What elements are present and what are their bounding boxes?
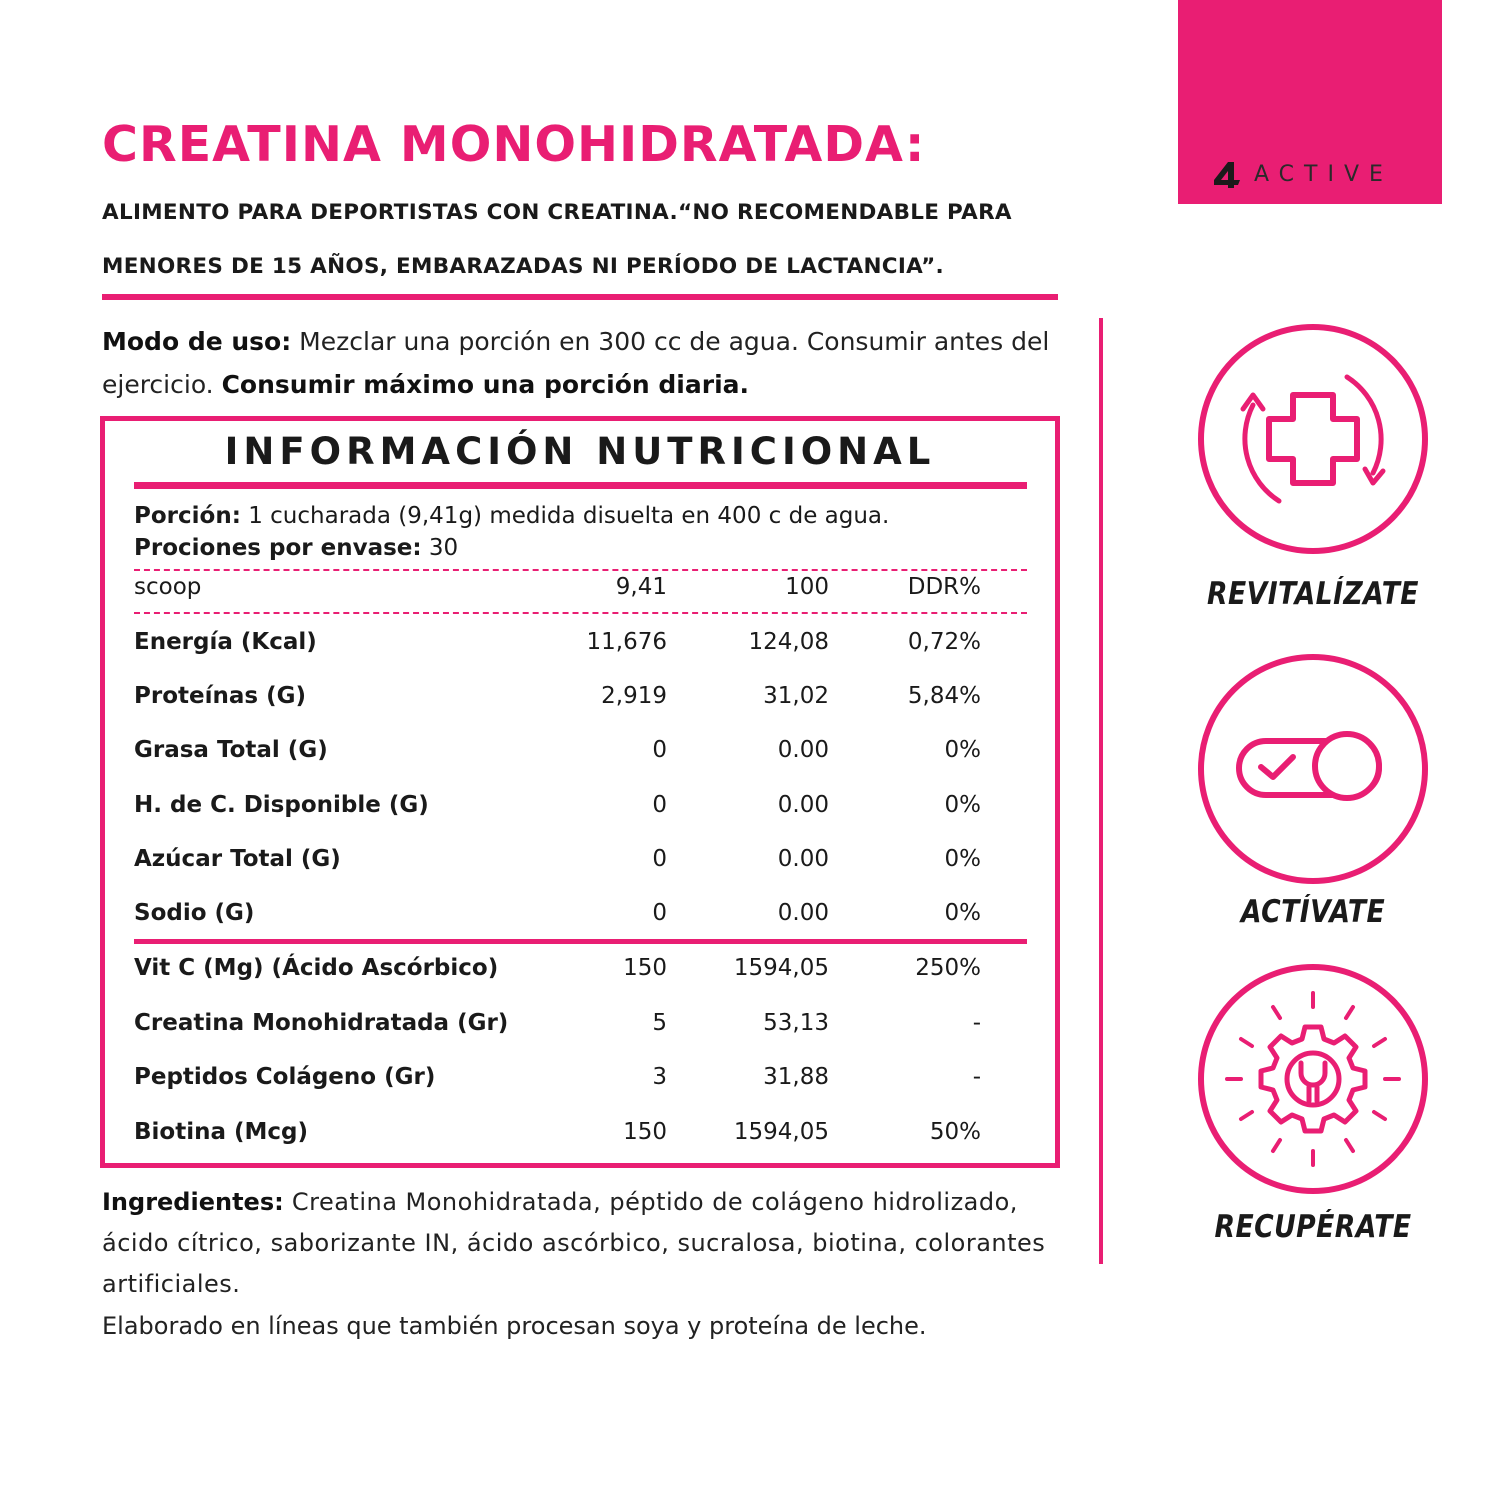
column-header-100: 100 — [785, 574, 829, 600]
table-header-row — [134, 567, 1027, 607]
row-label: Grasa Total (G) — [134, 737, 328, 763]
row-label: Sodio (G) — [134, 900, 255, 926]
row-value-ddr: 0% — [944, 792, 981, 818]
divider — [102, 294, 1058, 300]
usage-text — [102, 320, 1072, 406]
row-value-100: 0.00 — [777, 900, 829, 926]
usage-emphasis: Consumir máximo una porción diaria. — [221, 370, 750, 399]
table-row — [134, 730, 1027, 770]
row-value-100: 31,02 — [763, 683, 829, 709]
product-subtitle: ALIMENTO PARA DEPORTISTAS CON CREATINA.“NO RECOMENDABLE PARA MENORES DE 15 AÑOS, EMBARAZADAS NI PERÍODO DE LACTANCIA”. — [102, 200, 1012, 279]
table-row — [134, 785, 1027, 825]
table-row — [134, 1112, 1027, 1152]
row-value-portion: 150 — [623, 1119, 667, 1145]
row-value-portion: 3 — [652, 1064, 667, 1090]
row-label: Peptidos Colágeno (Gr) — [134, 1064, 436, 1090]
row-value-portion: 2,919 — [601, 683, 667, 709]
row-value-ddr: 0% — [944, 846, 981, 872]
row-value-portion: 150 — [623, 955, 667, 981]
row-value-portion: 0 — [652, 846, 667, 872]
row-label: Biotina (Mcg) — [134, 1119, 309, 1145]
table-row — [134, 1003, 1027, 1043]
servings-label: Prociones por envase: — [134, 535, 422, 561]
section-divider — [134, 939, 1027, 944]
table-row — [134, 676, 1027, 716]
row-value-ddr: - — [972, 1010, 981, 1036]
brand-name: ACTIVE — [1254, 161, 1393, 187]
table-row — [134, 893, 1027, 933]
row-value-100: 124,08 — [748, 629, 829, 655]
row-value-portion: 5 — [652, 1010, 667, 1036]
benefit-label: RECUPÉRATE — [1214, 1209, 1412, 1245]
row-value-portion: 0 — [652, 737, 667, 763]
vertical-divider — [1099, 318, 1103, 1264]
gear-wrench-icon — [1197, 963, 1429, 1195]
column-header-ddr: DDR% — [907, 574, 981, 600]
ingredients-label: Ingredientes: — [102, 1188, 284, 1216]
column-header-portion: 9,41 — [615, 574, 667, 600]
ingredients-text — [102, 1182, 1077, 1305]
row-value-100: 0.00 — [777, 737, 829, 763]
table-row — [134, 1057, 1027, 1097]
row-label: Energía (Kcal) — [134, 629, 317, 655]
row-label: Proteínas (G) — [134, 683, 306, 709]
row-value-ddr: 5,84% — [907, 683, 981, 709]
row-value-ddr: 50% — [929, 1119, 981, 1145]
usage-label: Modo de uso: — [102, 327, 292, 356]
row-label: Creatina Monohidratada (Gr) — [134, 1010, 509, 1036]
row-value-100: 1594,05 — [733, 1119, 829, 1145]
row-value-ddr: 0% — [944, 900, 981, 926]
column-header-unit: scoop — [134, 574, 202, 600]
portion-info — [134, 500, 889, 564]
row-value-portion: 0 — [652, 792, 667, 818]
portion-value: 1 cucharada (9,41g) medida disuelta en 400 c de agua. — [240, 503, 890, 529]
row-value-100: 0.00 — [777, 846, 829, 872]
row-value-ddr: - — [972, 1064, 981, 1090]
row-label: H. de C. Disponible (G) — [134, 792, 429, 818]
row-value-100: 1594,05 — [733, 955, 829, 981]
table-row — [134, 839, 1027, 879]
usage-body: Mezclar una porción en 300 cc de agua. Consumir antes del ejercicio. — [102, 327, 1050, 399]
row-value-100: 31,88 — [763, 1064, 829, 1090]
nutrition-title — [0, 430, 1160, 473]
row-value-ddr: 0,72% — [907, 629, 981, 655]
row-value-ddr: 0% — [944, 737, 981, 763]
toggle-check-icon — [1197, 653, 1429, 885]
portion-label: Porción: — [134, 503, 241, 529]
allergen-note: Elaborado en líneas que también procesan soya y proteína de leche. — [102, 1312, 927, 1340]
benefit-label: ACTÍVATE — [1240, 894, 1386, 930]
benefit-label: REVITALÍZATE — [1207, 576, 1419, 612]
product-title: CREATINA MONOHIDRATADA: — [102, 116, 926, 173]
ingredients-body: Creatina Monohidratada, péptido de colágeno hidrolizado, ácido cítrico, saborizante IN, ácido ascórbico, sucralosa, biotina, colorantes artificiales. — [102, 1188, 1046, 1298]
cross-refresh-icon — [1197, 323, 1429, 555]
row-value-ddr: 250% — [915, 955, 981, 981]
table-row — [134, 622, 1027, 662]
row-value-portion: 11,676 — [586, 629, 667, 655]
brand-mark-icon — [1212, 160, 1242, 188]
table-row — [134, 948, 1027, 988]
nutrition-title-text: INFORMACIÓN NUTRICIONAL — [224, 430, 936, 473]
row-label: Azúcar Total (G) — [134, 846, 341, 872]
row-value-100: 53,13 — [763, 1010, 829, 1036]
row-label: Vit C (Mg) (Ácido Ascórbico) — [134, 955, 499, 981]
row-value-100: 0.00 — [777, 792, 829, 818]
servings-value: 30 — [421, 535, 459, 561]
nutrition-title-rule — [134, 482, 1027, 489]
row-value-portion: 0 — [652, 900, 667, 926]
dashed-divider — [134, 612, 1027, 614]
brand-logo — [1212, 160, 1393, 188]
